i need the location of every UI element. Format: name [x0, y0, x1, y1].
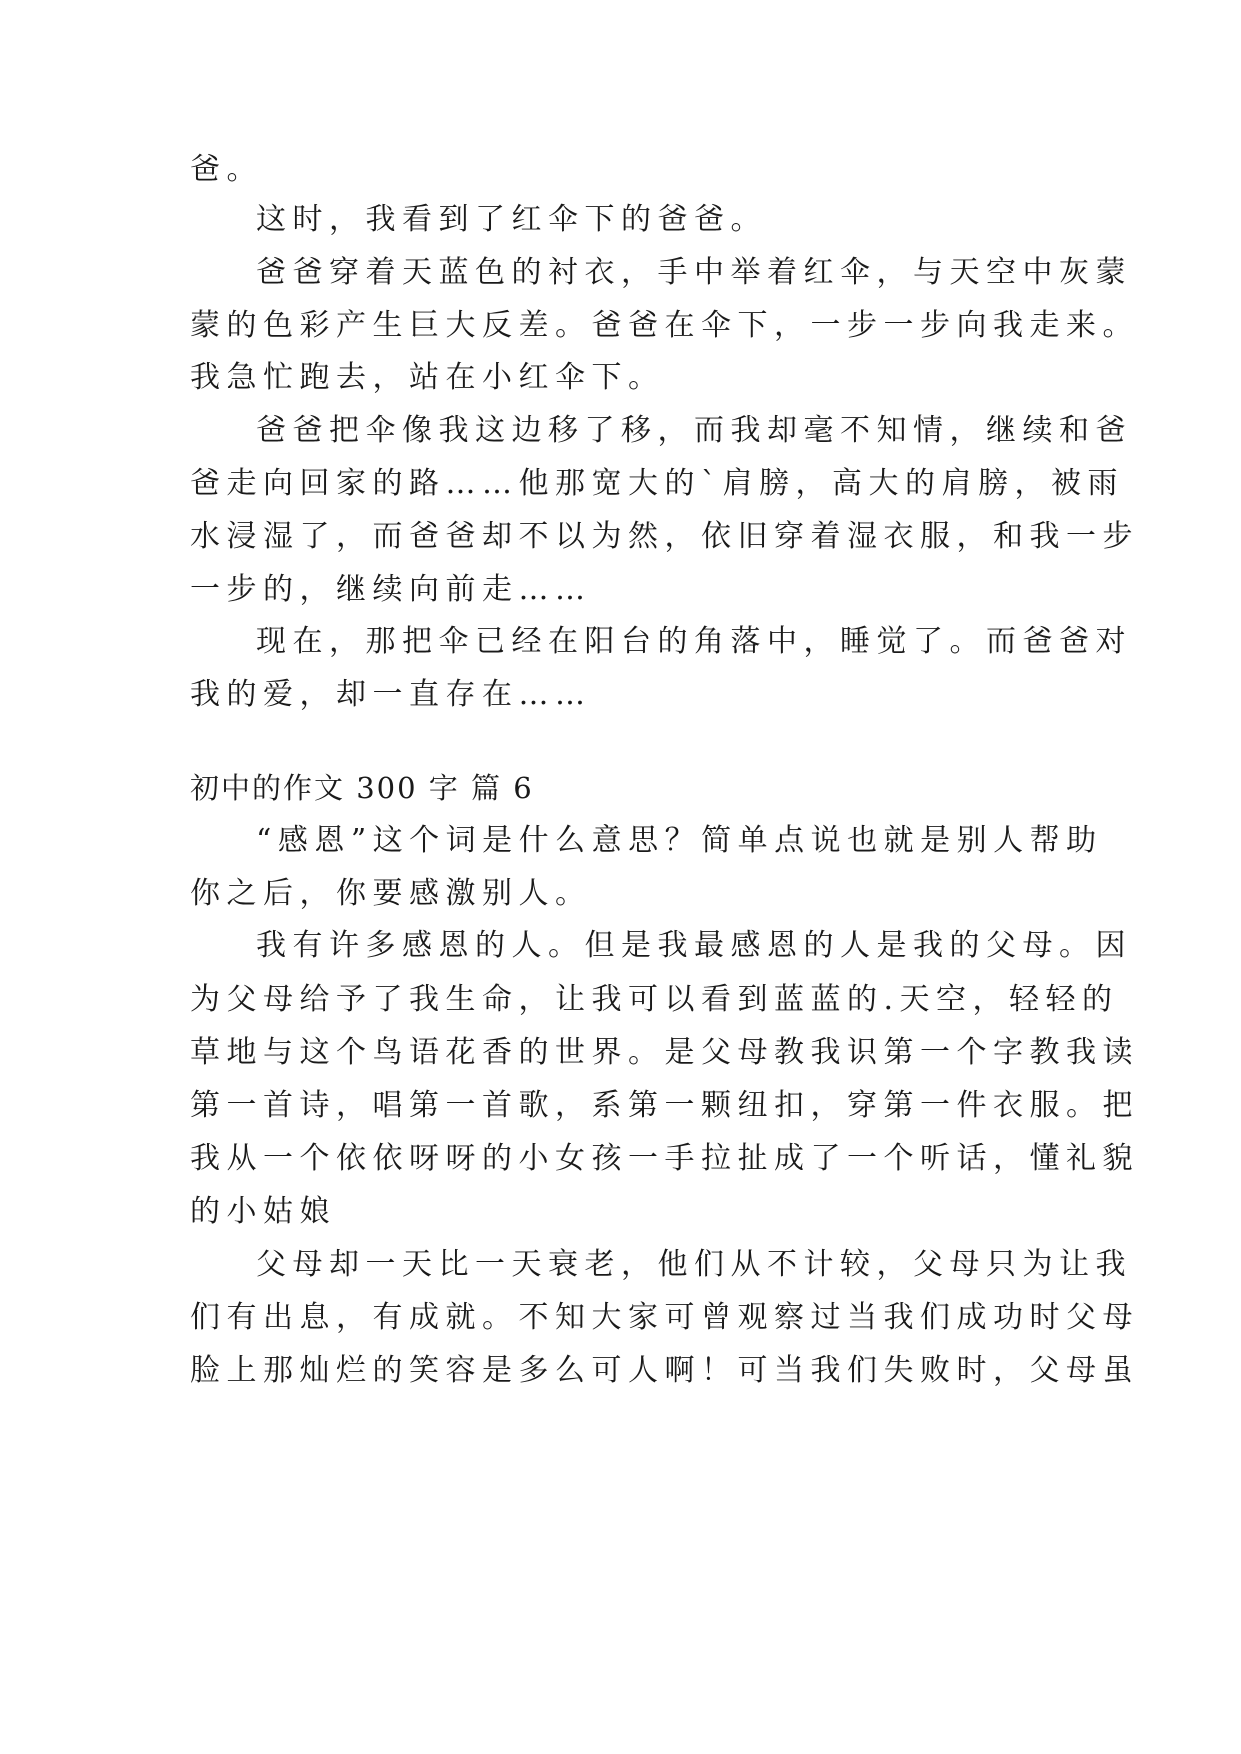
text-line: 一步的，继续向前走……: [190, 572, 592, 607]
text-line: 爸爸把伞像我这边移了移，而我却毫不知情，继续和爸: [256, 413, 1132, 448]
text-line: 爸。: [190, 152, 263, 187]
text-line: 水浸湿了，而爸爸却不以为然，依旧穿着湿衣服，和我一步: [190, 519, 1139, 554]
text-line: 我有许多感恩的人。但是我最感恩的人是我的父母。因: [256, 928, 1132, 963]
text-line: 父母却一天比一天衰老，他们从不计较，父母只为让我: [256, 1247, 1132, 1282]
text-line: 爸走向回家的路……他那宽大的`肩膀，高大的肩膀，被雨: [190, 466, 1124, 501]
text-line: 我的爱，却一直存在……: [190, 677, 592, 712]
text-line: 你之后，你要感激别人。: [190, 876, 592, 911]
text-line: 我从一个依依呀呀的小女孩一手拉扯成了一个听话，懂礼貌: [190, 1141, 1139, 1176]
text-line: “感恩”这个词是什么意思？简单点说也就是别人帮助: [256, 823, 1103, 858]
text-line: 第一首诗，唱第一首歌，系第一颗纽扣，穿第一件衣服。把: [190, 1088, 1139, 1123]
text-line: 爸爸穿着天蓝色的衬衣，手中举着红伞，与天空中灰蒙: [256, 255, 1132, 290]
text-line: 们有出息，有成就。不知大家可曾观察过当我们成功时父母: [190, 1300, 1139, 1335]
text-line: 蒙的色彩产生巨大反差。爸爸在伞下，一步一步向我走来。: [190, 308, 1139, 343]
text-line: 现在，那把伞已经在阳台的角落中，睡觉了。而爸爸对: [256, 624, 1132, 659]
text-line: 草地与这个鸟语花香的世界。是父母教我识第一个字教我读: [190, 1035, 1139, 1070]
text-line: 这时，我看到了红伞下的爸爸。: [256, 202, 767, 237]
text-line: 我急忙跑去，站在小红伞下。: [190, 360, 665, 395]
section-heading: 初中的作文 300 字 篇 6: [190, 771, 534, 805]
text-line: 的小姑娘: [190, 1194, 336, 1229]
text-line: 为父母给予了我生命，让我可以看到蓝蓝的.天空，轻轻的: [190, 982, 1119, 1017]
text-line: 脸上那灿烂的笑容是多么可人啊！可当我们失败时，父母虽: [190, 1353, 1139, 1388]
